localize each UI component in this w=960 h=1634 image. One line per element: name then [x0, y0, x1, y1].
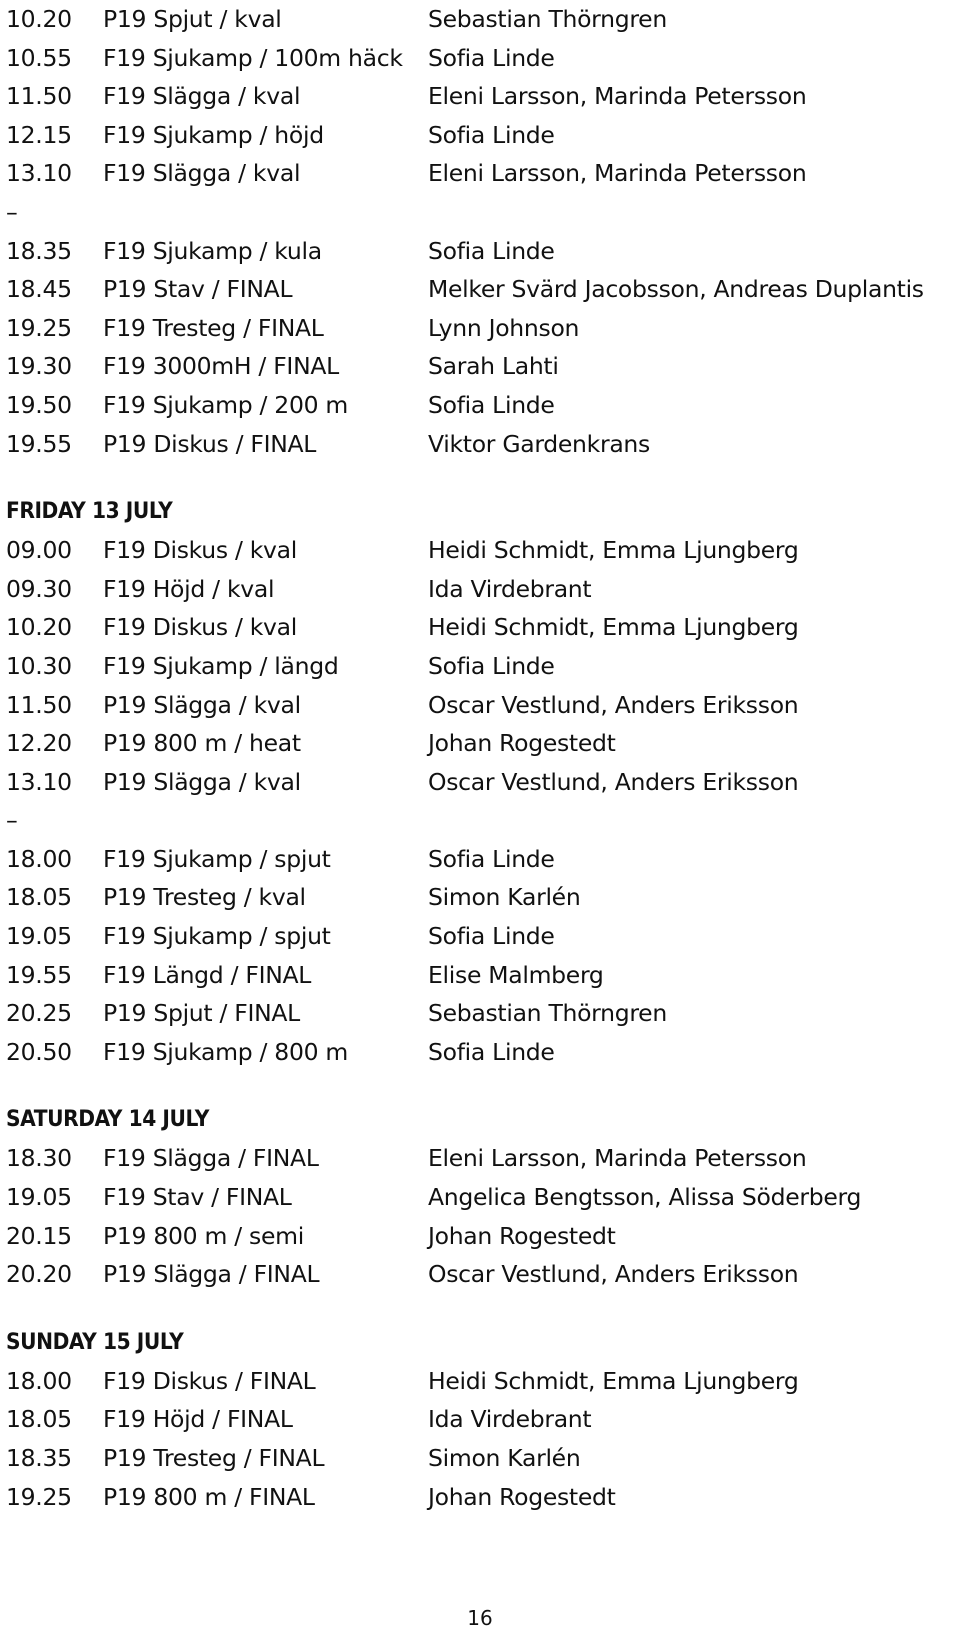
athlete-names: Oscar Vestlund, Anders Eriksson	[428, 690, 799, 719]
event-name: P19 Tresteg / kval	[103, 883, 306, 912]
athlete-names: Eleni Larsson, Marinda Petersson	[428, 82, 807, 111]
athlete-names: Sofia Linde	[428, 922, 555, 951]
schedule-row	[6, 1139, 956, 1178]
event-time: 19.50	[6, 390, 72, 419]
schedule-row	[6, 154, 956, 193]
schedule-row	[6, 531, 956, 570]
schedule-row	[6, 878, 956, 917]
event-name: F19 3000mH / FINAL	[103, 352, 339, 381]
event-time: 18.05	[6, 883, 72, 912]
athlete-names: Sarah Lahti	[428, 352, 559, 381]
event-time: 12.20	[6, 729, 72, 758]
athlete-names: Ida Virdebrant	[428, 574, 592, 603]
event-time: 18.00	[6, 844, 72, 873]
schedule-section	[6, 493, 956, 1071]
schedule-row	[6, 386, 956, 425]
event-name: P19 Slägga / kval	[103, 767, 301, 796]
athlete-names: Sofia Linde	[428, 1037, 555, 1066]
event-time: 18.45	[6, 275, 72, 304]
athlete-names: Viktor Gardenkrans	[428, 429, 650, 458]
event-time: 20.50	[6, 1037, 72, 1066]
athlete-names: Sebastian Thörngren	[428, 999, 667, 1028]
event-time: 18.35	[6, 236, 72, 265]
event-name: F19 Sjukamp / kula	[103, 236, 322, 265]
schedule-row	[6, 608, 956, 647]
event-time: 18.30	[6, 1144, 72, 1173]
event-time: 19.30	[6, 352, 72, 381]
event-time: 19.25	[6, 313, 72, 342]
athlete-names: Johan Rogestedt	[428, 1221, 616, 1250]
event-name: F19 Sjukamp / 100m häck	[103, 43, 403, 72]
event-name: F19 Stav / FINAL	[103, 1183, 292, 1212]
event-name: P19 800 m / heat	[103, 729, 301, 758]
athlete-names: Sebastian Thörngren	[428, 5, 667, 33]
athlete-names: Sofia Linde	[428, 120, 555, 149]
schedule-row	[6, 1362, 956, 1401]
event-time: 10.55	[6, 43, 72, 72]
time-gap-dash: –	[6, 197, 18, 226]
time-gap-dash: –	[6, 806, 18, 835]
event-name: F19 Sjukamp / spjut	[103, 844, 331, 873]
schedule-section-continued	[6, 0, 956, 463]
athlete-names: Oscar Vestlund, Anders Eriksson	[428, 1260, 799, 1289]
athlete-names: Sofia Linde	[428, 844, 555, 873]
schedule-row	[6, 77, 956, 116]
schedule-row	[6, 116, 956, 155]
event-name: F19 Höjd / FINAL	[103, 1405, 293, 1434]
event-time: 18.00	[6, 1366, 72, 1395]
day-heading: FRIDAY 13 JULY	[6, 499, 173, 525]
event-name: F19 Sjukamp / spjut	[103, 922, 331, 951]
event-name: F19 Sjukamp / längd	[103, 651, 339, 680]
athlete-names: Oscar Vestlund, Anders Eriksson	[428, 767, 799, 796]
event-time: 11.50	[6, 82, 72, 111]
athlete-names: Simon Karlén	[428, 1444, 581, 1472]
schedule-row	[6, 956, 956, 995]
athlete-names: Eleni Larsson, Marinda Petersson	[428, 159, 807, 188]
schedule-row	[6, 994, 956, 1033]
event-name: P19 Stav / FINAL	[103, 275, 293, 304]
schedule-row	[6, 0, 956, 39]
event-time: 09.00	[6, 536, 72, 565]
schedule-row	[6, 425, 956, 464]
event-name: F19 Sjukamp / 200 m	[103, 390, 349, 419]
event-time: 18.05	[6, 1405, 72, 1434]
event-time: 19.55	[6, 429, 72, 458]
event-name: P19 Spjut / FINAL	[103, 999, 300, 1028]
schedule-section	[6, 1101, 956, 1293]
event-name: F19 Slägga / kval	[103, 159, 301, 188]
event-name: P19 Slägga / kval	[103, 690, 301, 719]
schedule-row	[6, 1217, 956, 1256]
athlete-names: Melker Svärd Jacobsson, Andreas Duplantis	[428, 275, 924, 304]
schedule-section	[6, 1324, 956, 1516]
athlete-names: Sofia Linde	[428, 390, 555, 419]
athlete-names: Heidi Schmidt, Emma Ljungberg	[428, 1366, 799, 1395]
athlete-names: Heidi Schmidt, Emma Ljungberg	[428, 613, 799, 642]
event-name: P19 Slägga / FINAL	[103, 1260, 320, 1289]
schedule-row	[6, 686, 956, 725]
event-name: P19 Spjut / kval	[103, 5, 282, 33]
day-heading: SUNDAY 15 JULY	[6, 1329, 184, 1355]
schedule-row	[6, 39, 956, 78]
event-name: F19 Tresteg / FINAL	[103, 313, 324, 342]
event-name: F19 Slägga / kval	[103, 82, 301, 111]
schedule-row	[6, 1478, 956, 1517]
schedule-row	[6, 1178, 956, 1217]
event-time: 19.25	[6, 1482, 72, 1511]
athlete-names: Sofia Linde	[428, 43, 555, 72]
schedule-row	[6, 840, 956, 879]
schedule-row	[6, 270, 956, 309]
schedule-row	[6, 232, 956, 271]
event-time: 20.25	[6, 999, 72, 1028]
event-name: F19 Diskus / FINAL	[103, 1366, 316, 1395]
event-name: P19 Tresteg / FINAL	[103, 1444, 325, 1472]
event-time: 10.20	[6, 5, 72, 33]
schedule-row	[6, 309, 956, 348]
schedule-document	[6, 0, 956, 1516]
event-name: P19 Diskus / FINAL	[103, 429, 317, 458]
schedule-row	[6, 724, 956, 763]
event-name: F19 Sjukamp / 800 m	[103, 1037, 349, 1066]
schedule-row	[6, 347, 956, 386]
schedule-row	[6, 570, 956, 609]
athlete-names: Angelica Bengtsson, Alissa Söderberg	[428, 1183, 862, 1212]
event-time: 18.35	[6, 1444, 72, 1472]
event-time: 20.20	[6, 1260, 72, 1289]
athlete-names: Simon Karlén	[428, 883, 581, 912]
schedule-row	[6, 1439, 956, 1478]
athlete-names: Eleni Larsson, Marinda Petersson	[428, 1144, 807, 1173]
athlete-names: Johan Rogestedt	[428, 729, 616, 758]
schedule-row	[6, 1033, 956, 1072]
athlete-names: Sofia Linde	[428, 236, 555, 265]
event-name: F19 Längd / FINAL	[103, 960, 312, 989]
athlete-names: Johan Rogestedt	[428, 1482, 616, 1511]
day-heading: SATURDAY 14 JULY	[6, 1107, 209, 1133]
event-name: F19 Slägga / FINAL	[103, 1144, 319, 1173]
event-time: 19.05	[6, 1183, 72, 1212]
schedule-row	[6, 917, 956, 956]
event-time: 19.05	[6, 922, 72, 951]
event-time: 10.30	[6, 651, 72, 680]
event-name: P19 800 m / semi	[103, 1221, 304, 1250]
event-time: 10.20	[6, 613, 72, 642]
schedule-row	[6, 647, 956, 686]
athlete-names: Sofia Linde	[428, 651, 555, 680]
event-time: 09.30	[6, 574, 72, 603]
athlete-names: Heidi Schmidt, Emma Ljungberg	[428, 536, 799, 565]
event-time: 12.15	[6, 120, 72, 149]
event-time: 19.55	[6, 960, 72, 989]
event-name: F19 Höjd / kval	[103, 574, 275, 603]
event-time: 20.15	[6, 1221, 72, 1250]
event-name: F19 Diskus / kval	[103, 613, 297, 642]
event-time: 11.50	[6, 690, 72, 719]
schedule-row	[6, 1400, 956, 1439]
event-time: 13.10	[6, 159, 72, 188]
event-time: 13.10	[6, 767, 72, 796]
schedule-row	[6, 763, 956, 802]
athlete-names: Elise Malmberg	[428, 960, 604, 989]
event-name: P19 800 m / FINAL	[103, 1482, 315, 1511]
athlete-names: Ida Virdebrant	[428, 1405, 592, 1434]
athlete-names: Lynn Johnson	[428, 313, 580, 342]
event-name: F19 Sjukamp / höjd	[103, 120, 324, 149]
page-number: 16	[467, 1606, 493, 1630]
schedule-row	[6, 1255, 956, 1294]
event-name: F19 Diskus / kval	[103, 536, 297, 565]
